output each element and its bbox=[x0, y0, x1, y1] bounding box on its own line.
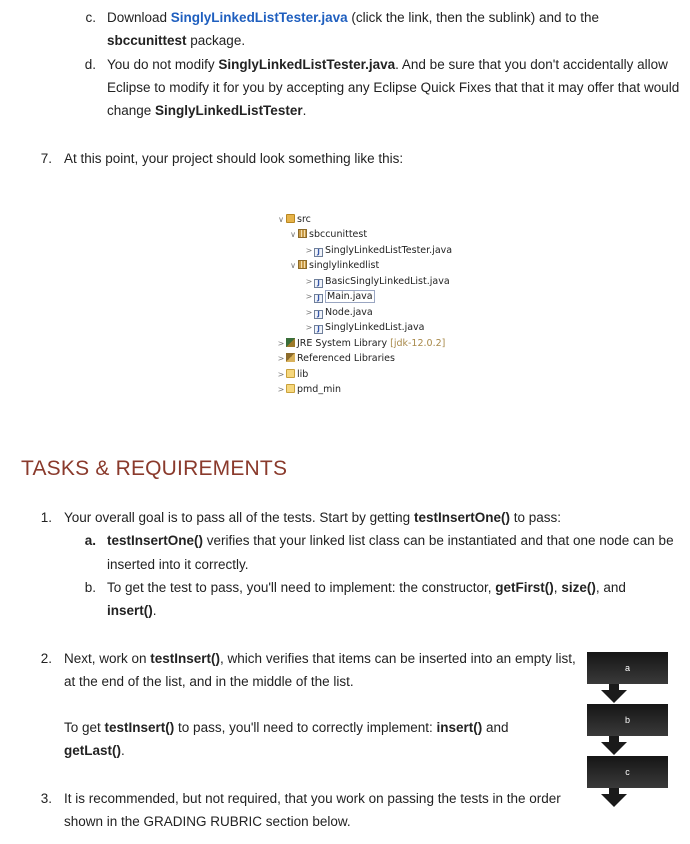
tree-row-f3[interactable] bbox=[304, 289, 375, 304]
task-1a-bold: testInsertOne() bbox=[107, 533, 204, 548]
item-c-text-a: Download bbox=[107, 10, 171, 25]
task-2-label: 2. bbox=[40, 651, 52, 666]
tree-label-pmd: pmd_min bbox=[297, 384, 341, 395]
chevron-down-icon: ∨ bbox=[290, 261, 296, 270]
java-file-icon: J bbox=[314, 279, 323, 288]
item-c-line1 bbox=[107, 9, 599, 27]
package-name: sbccunittest bbox=[107, 33, 187, 48]
task-2-para2-line2 bbox=[64, 742, 125, 760]
task-2-bold: testInsert() bbox=[150, 651, 221, 666]
task-3-line1: It is recommended, but not required, that you work on passing the tests in the order bbox=[64, 791, 561, 806]
item-c-line2 bbox=[107, 32, 245, 50]
item-d-label: d. bbox=[84, 57, 96, 72]
task-1b-end: . bbox=[152, 603, 157, 618]
chevron-down-icon: ∨ bbox=[278, 215, 284, 224]
tree-row-src[interactable] bbox=[276, 212, 311, 227]
task-1b-sep2: , and bbox=[595, 580, 626, 595]
task-2-para2-line1 bbox=[64, 719, 509, 737]
tree-row-f2[interactable] bbox=[304, 274, 450, 289]
item-c-text-c: package. bbox=[186, 33, 246, 48]
task-1-text-b: to pass: bbox=[509, 510, 562, 525]
task-2-p2-c: and bbox=[482, 720, 509, 735]
item-c-label: c. bbox=[85, 10, 96, 25]
task-2-p2-a: To get bbox=[64, 720, 105, 735]
library-icon bbox=[286, 338, 295, 347]
chevron-right-icon: > bbox=[277, 370, 285, 379]
folder-icon bbox=[286, 369, 295, 378]
chevron-right-icon: > bbox=[305, 246, 313, 255]
tree-label-reflib: Referenced Libraries bbox=[297, 353, 395, 364]
item-d-line2: Eclipse to modify it for you by accepting any Eclipse Quick Fixes that that it may offer that would bbox=[107, 80, 680, 95]
item-7-label: 7. bbox=[40, 151, 52, 166]
tree-label-f5: SinglyLinkedList.java bbox=[325, 322, 425, 333]
chevron-right-icon: > bbox=[305, 308, 313, 317]
task-1b-label: b. bbox=[84, 580, 96, 595]
item-d-line1 bbox=[107, 56, 668, 74]
tree-label-f2: BasicSinglyLinkedList.java bbox=[325, 276, 450, 287]
java-file-icon: J bbox=[314, 310, 323, 319]
task-1-text bbox=[64, 509, 561, 527]
tree-row-lib[interactable] bbox=[276, 367, 308, 382]
chevron-right-icon: > bbox=[277, 339, 285, 348]
task-3-label: 3. bbox=[40, 791, 52, 806]
source-folder-icon bbox=[286, 214, 295, 223]
item-d-text-c: change bbox=[107, 103, 156, 118]
item-7-text: At this point, your project should look something like this: bbox=[64, 151, 404, 166]
chevron-right-icon: > bbox=[305, 323, 313, 332]
tree-label-pkg1: sbccunittest bbox=[309, 229, 368, 240]
chevron-right-icon: > bbox=[277, 385, 285, 394]
tree-label-f3: Main.java bbox=[327, 291, 373, 302]
task-1a-line1 bbox=[107, 532, 674, 550]
item-d-text-a: You do not modify bbox=[107, 57, 219, 72]
task-1-label: 1. bbox=[40, 510, 52, 525]
tree-label-f1: SinglyLinkedListTester.java bbox=[325, 245, 453, 256]
folder-icon bbox=[286, 384, 295, 393]
tree-row-pmd[interactable] bbox=[276, 382, 341, 397]
task-1b-line2 bbox=[107, 602, 157, 620]
item-d-text-d: . bbox=[302, 103, 307, 118]
tree-label-src: src bbox=[297, 214, 311, 225]
task-3-line2: shown in the GRADING RUBRIC section below. bbox=[64, 814, 351, 829]
tree-row-pkg2[interactable] bbox=[288, 258, 379, 273]
package-icon bbox=[298, 229, 307, 238]
tester-file-link[interactable]: SinglyLinkedListTester.java bbox=[170, 10, 348, 25]
java-file-icon: J bbox=[314, 294, 323, 303]
item-d-text-b: . And be sure that you don't accidentally allow bbox=[395, 57, 668, 72]
chevron-right-icon: > bbox=[305, 292, 313, 301]
eclipse-project-tree bbox=[276, 212, 476, 402]
item-c-text-b: (click the link, then the sublink) and to the bbox=[347, 10, 599, 25]
chevron-down-icon: ∨ bbox=[290, 230, 296, 239]
task-1a-line2: inserted into it correctly. bbox=[107, 557, 249, 572]
tree-row-f1[interactable] bbox=[304, 243, 452, 258]
tree-row-f4[interactable] bbox=[304, 305, 373, 320]
tree-label-pkg2: singlylinkedlist bbox=[309, 260, 380, 271]
item-d-bold2: SinglyLinkedListTester bbox=[155, 103, 303, 118]
tree-label-lib: lib bbox=[297, 369, 309, 380]
tree-label-jre: JRE System Library bbox=[297, 338, 391, 349]
java-file-icon: J bbox=[314, 248, 323, 257]
task-2-p2-b: to pass, you'll need to correctly implement: bbox=[174, 720, 437, 735]
method-getfirst: getFirst() bbox=[495, 580, 554, 595]
chevron-right-icon: > bbox=[305, 277, 313, 286]
chevron-right-icon: > bbox=[277, 354, 285, 363]
node-box-c: c bbox=[587, 756, 668, 788]
task-2-p2-bold3: getLast() bbox=[64, 743, 121, 758]
item-d-line3 bbox=[107, 102, 306, 120]
node-box-a: a bbox=[587, 652, 668, 684]
tree-row-pkg1[interactable] bbox=[288, 227, 367, 242]
task-1a-label: a. bbox=[84, 533, 96, 548]
package-icon bbox=[298, 260, 307, 269]
tree-label-jre-version: [jdk-12.0.2] bbox=[390, 338, 446, 349]
task-2-p2-bold2: insert() bbox=[436, 720, 483, 735]
task-2-text-a: Next, work on bbox=[64, 651, 151, 666]
tree-label-f4: Node.java bbox=[325, 307, 373, 318]
java-file-icon: J bbox=[314, 325, 323, 334]
tree-row-jre[interactable] bbox=[276, 336, 445, 351]
task-1b-text-a: To get the test to pass, you'll need to implement: the constructor, bbox=[107, 580, 496, 595]
node-box-b: b bbox=[587, 704, 668, 736]
task-2-line1 bbox=[64, 650, 576, 668]
tree-row-f5[interactable] bbox=[304, 320, 425, 335]
method-size: size() bbox=[561, 580, 596, 595]
task-1b-sep1: , bbox=[553, 580, 562, 595]
task-1a-text: verifies that your linked list class can be instantiated and that one node can be bbox=[203, 533, 674, 548]
section-heading: TASKS & REQUIREMENTS bbox=[21, 457, 288, 480]
method-insert: insert() bbox=[107, 603, 153, 618]
task-2-line2: at the end of the list, and in the middle of the list. bbox=[64, 674, 354, 689]
task-2-p2-bold1: testInsert() bbox=[104, 720, 175, 735]
tree-row-reflib[interactable] bbox=[276, 351, 395, 366]
referenced-libraries-icon bbox=[286, 353, 295, 362]
task-1-bold: testInsertOne() bbox=[413, 510, 510, 525]
task-1b-line1 bbox=[107, 579, 626, 597]
task-2-p2-d: . bbox=[121, 743, 125, 758]
task-1-text-a: Your overall goal is to pass all of the tests. Start by getting bbox=[64, 510, 414, 525]
item-d-bold: SinglyLinkedListTester.java bbox=[218, 57, 396, 72]
task-2-text-b: , which verifies that items can be inserted into an empty list, bbox=[220, 651, 576, 666]
